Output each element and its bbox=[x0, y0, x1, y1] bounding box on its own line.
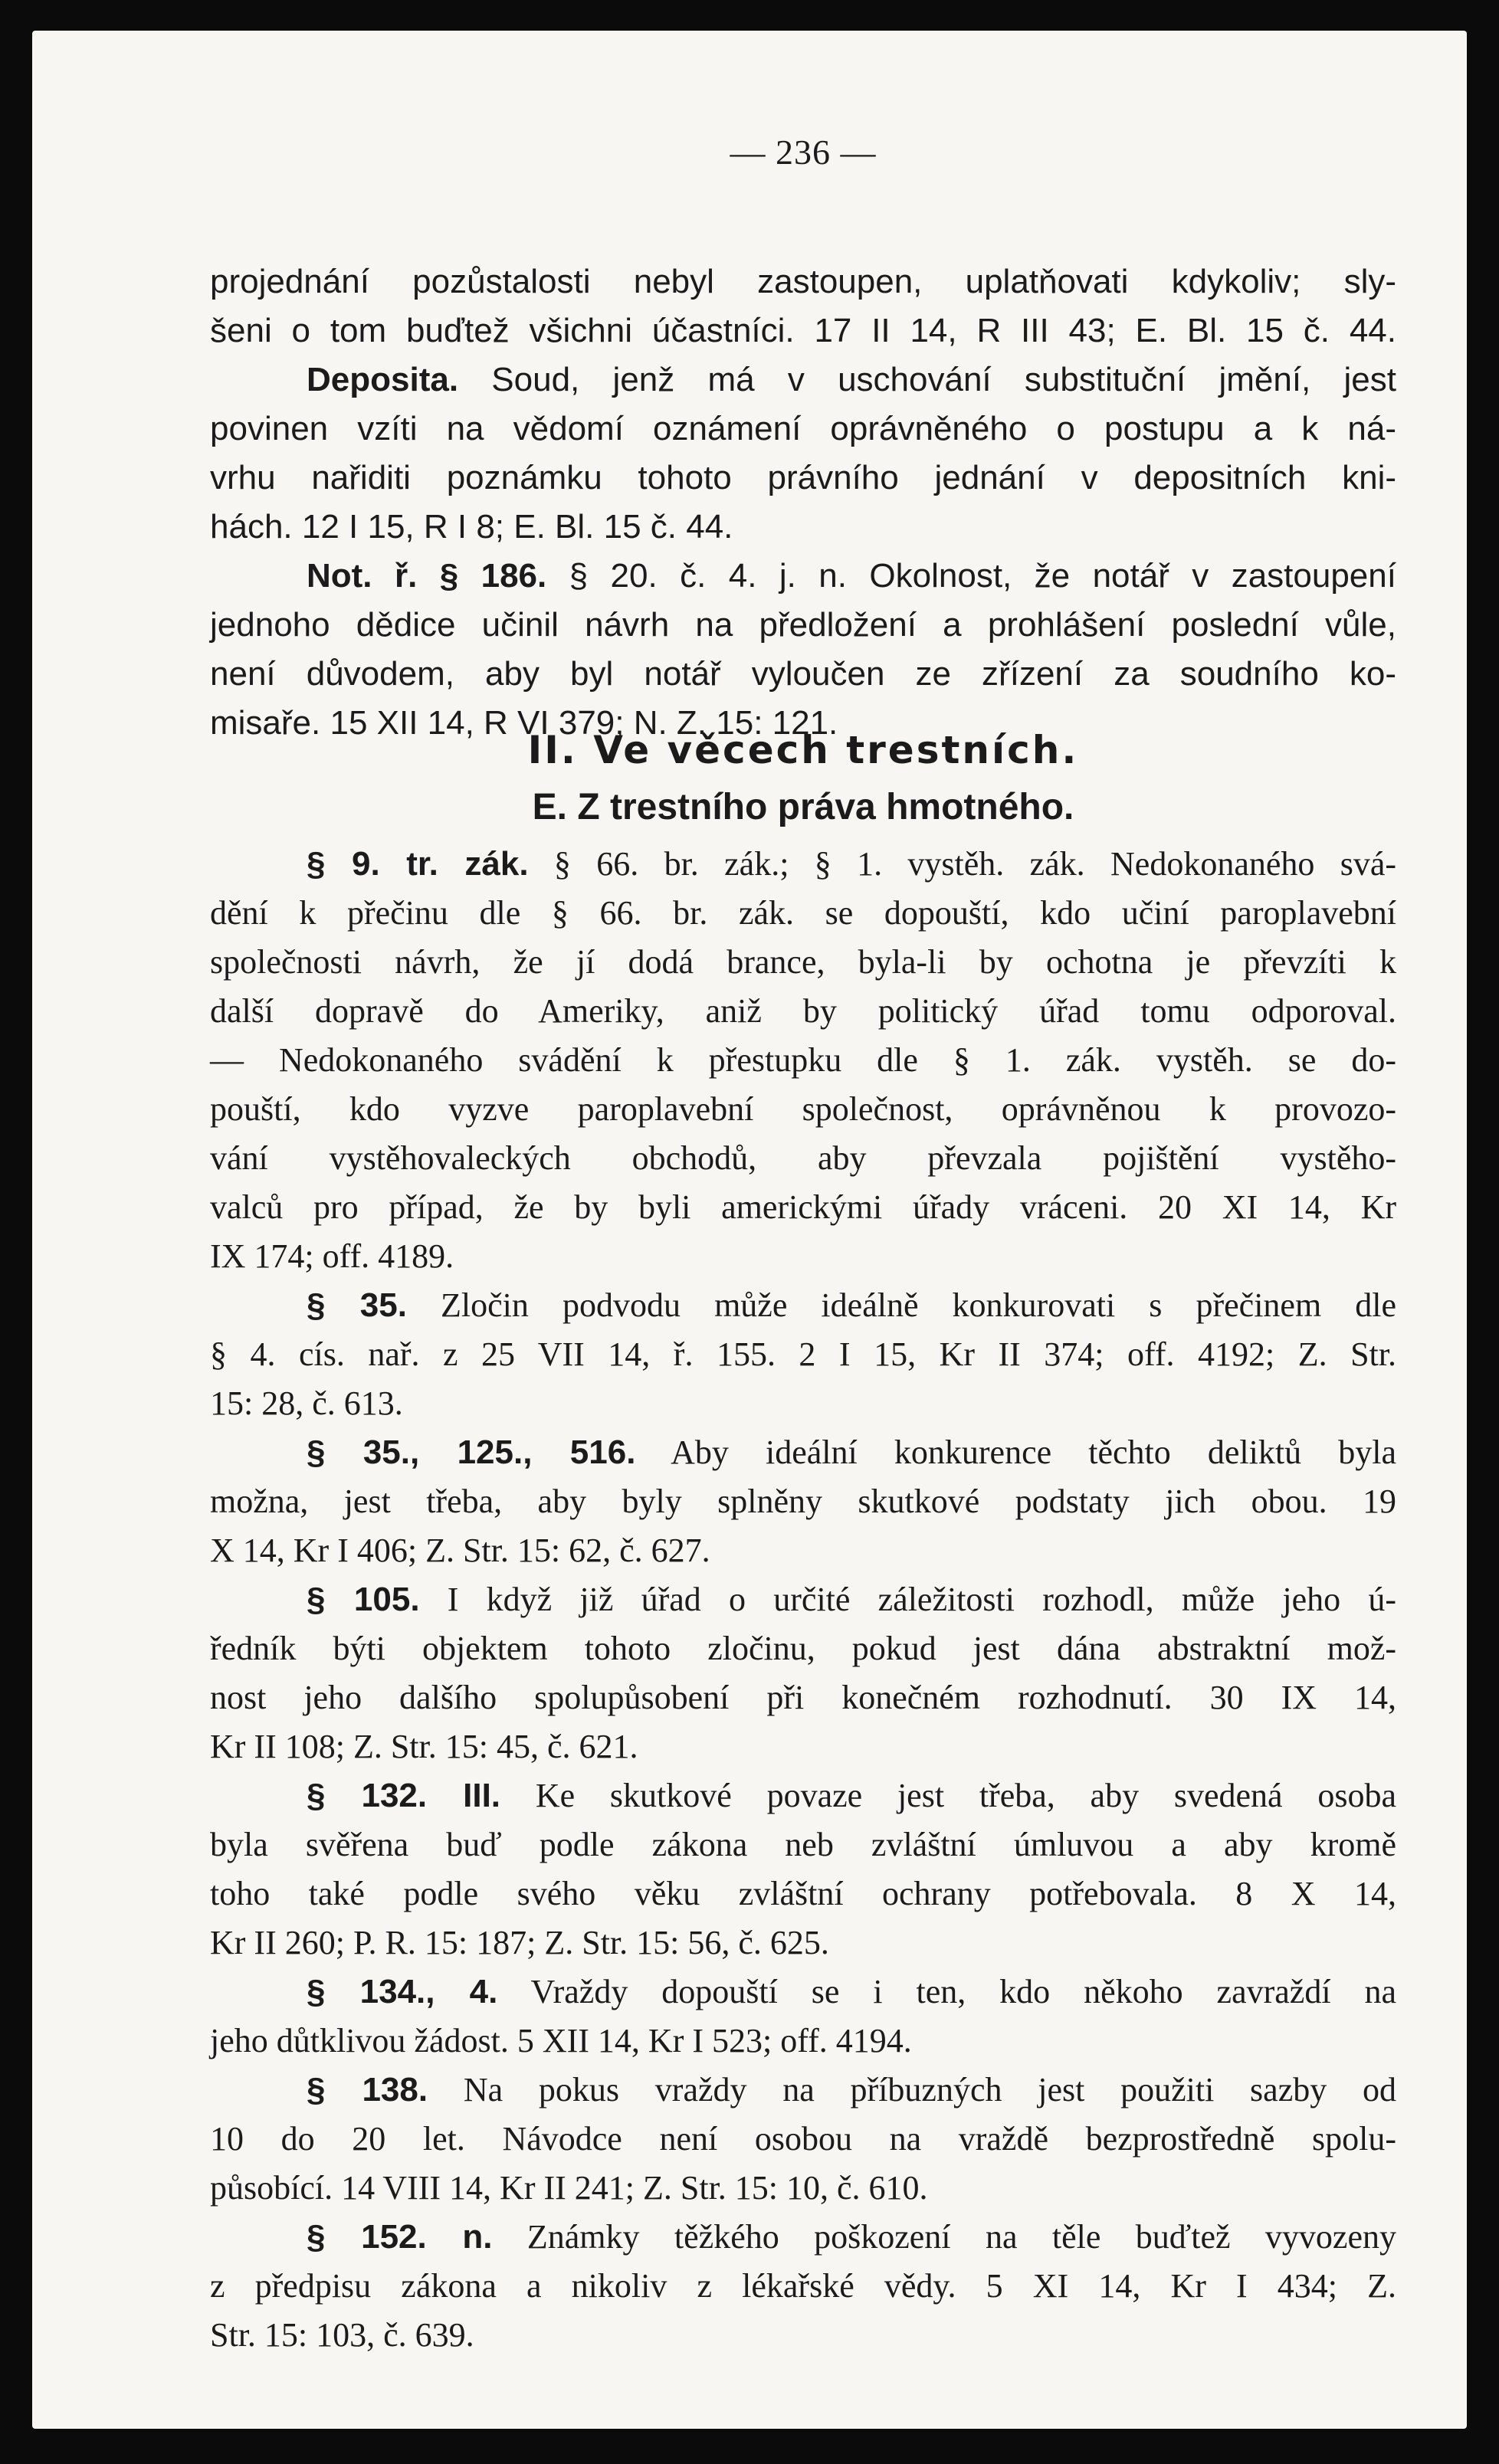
scanned-page bbox=[32, 31, 1467, 2429]
text-line: § 134., 4. Vraždy dopouští se i ten, kdo někoho zavraždí na bbox=[307, 1973, 1396, 2010]
text-line: další dopravě do Ameriky, aniž by politický úřad tomu odporoval. bbox=[210, 992, 1396, 1030]
text-line: misaře. 15 XII 14, R VI 379; N. Z. 15: 121. bbox=[210, 704, 838, 742]
text-line: § 9. tr. zák. § 66. br. zák.; § 1. vystěh. zák. Nedokonaného svá- bbox=[307, 845, 1397, 883]
text-line: vání vystěhovaleckých obchodů, aby převzala pojištění vystěho- bbox=[210, 1139, 1396, 1177]
text-line: § 35., 125., 516. Aby ideální konkurence těchto deliktů byla bbox=[307, 1434, 1396, 1471]
text-line: Kr II 108; Z. Str. 15: 45, č. 621. bbox=[210, 1728, 638, 1765]
text-line: pouští, kdo vyzve paroplavební společnost, oprávněnou k provozo- bbox=[210, 1090, 1396, 1128]
text-line: vrhu nařiditi poznámku tohoto právního jednání v depositních kni- bbox=[210, 459, 1396, 496]
text-line: X 14, Kr I 406; Z. Str. 15: 62, č. 627. bbox=[210, 1532, 710, 1569]
text-line: toho také podle svého věku zvláštní ochrany potřebovala. 8 X 14, bbox=[210, 1875, 1396, 1912]
text-line: z předpisu zákona a nikoliv z lékařské vědy. 5 XI 14, Kr I 434; Z. bbox=[210, 2267, 1396, 2305]
text-line: společnosti návrh, že jí dodá brance, byla-li by ochotna je převzíti k bbox=[210, 943, 1396, 981]
text-line: působící. 14 VIII 14, Kr II 241; Z. Str. 15: 10, č. 610. bbox=[210, 2169, 928, 2207]
text-line: jeho důtklivou žádost. 5 XII 14, Kr I 523; off. 4194. bbox=[210, 2022, 912, 2059]
text-line: § 138. Na pokus vraždy na příbuzných jest použiti sazby od bbox=[307, 2071, 1396, 2108]
text-line: Kr II 260; P. R. 15: 187; Z. Str. 15: 56, č. 625. bbox=[210, 1924, 829, 1961]
text-line: § 132. III. Ke skutkové povaze jest třeba, aby svedená osoba bbox=[307, 1777, 1397, 1814]
text-line: dění k přečinu dle § 66. br. zák. se dopouští, kdo učiní paroplavební bbox=[210, 894, 1396, 932]
text-line: jednoho dědice učinil návrh na předložení a prohlášení poslední vůle, bbox=[210, 606, 1396, 644]
section-heading: II. Ve věcech trestních. bbox=[527, 728, 1079, 772]
text-line: § 4. cís. nař. z 25 VII 14, ř. 155. 2 I 15, Kr II 374; off. 4192; Z. Str. bbox=[210, 1335, 1396, 1373]
text-line: — Nedokonaného svádění k přestupku dle § 1. zák. vystěh. se do- bbox=[210, 1041, 1396, 1079]
notary-order-label: Not. ř. § 186. bbox=[307, 557, 547, 595]
text-line: hách. 12 I 15, R I 8; E. Bl. 15 č. 44. bbox=[210, 508, 733, 546]
text-line: nost jeho dalšího spolupůsobení při konečném rozhodnutí. 30 IX 14, bbox=[210, 1679, 1396, 1716]
text-line: povinen vzíti na vědomí oznámení oprávněného o postupu a k ná- bbox=[210, 410, 1396, 447]
deposita-label: Deposita. bbox=[307, 361, 459, 398]
text-line: § 35. Zločin podvodu může ideálně konkurovati s přečinem dle bbox=[307, 1286, 1397, 1324]
text-line: Not. ř. § 186. § 20. č. 4. j. n. Okolnost, že notář v zastoupení bbox=[307, 557, 1396, 595]
text-line: není důvodem, aby byl notář vyloučen ze zřízení za soudního ko- bbox=[210, 655, 1396, 693]
civil-notes bbox=[210, 257, 1396, 748]
text-line: možna, jest třeba, aby byly splněny skutkové podstaty jich obou. 19 bbox=[210, 1483, 1396, 1520]
text-line: Deposita. Soud, jenž má v uschování substituční jmění, jest bbox=[307, 361, 1396, 398]
criminal-notes bbox=[210, 840, 1396, 2360]
text-line: 15: 28, č. 613. bbox=[210, 1384, 403, 1422]
subsection-heading: E. Z trestního práva hmotného. bbox=[532, 787, 1074, 827]
text-line: § 152. n. Známky těžkého poškození na těle buďtež vyvozeny bbox=[307, 2218, 1396, 2256]
text-line: ředník býti objektem tohoto zločinu, pokud jest dána abstraktní mož- bbox=[210, 1630, 1396, 1667]
page-number: — 236 — bbox=[730, 133, 877, 172]
text-line: byla svěřena buď podle zákona neb zvláštní úmluvou a aby kromě bbox=[210, 1826, 1396, 1863]
text-line: Str. 15: 103, č. 639. bbox=[210, 2316, 474, 2354]
text-line: IX 174; off. 4189. bbox=[210, 1237, 454, 1275]
text-line: šeni o tom buďtež všichni účastníci. 17 II 14, R III 43; E. Bl. 15 č. 44. bbox=[210, 312, 1396, 349]
text-line: § 105. I když již úřad o určité záležitosti rozhodl, může jeho ú- bbox=[307, 1581, 1396, 1618]
text-line: valců pro případ, že by byli americkými úřady vráceni. 20 XI 14, Kr bbox=[210, 1188, 1396, 1226]
text-line: projednání pozůstalosti nebyl zastoupen, uplatňovati kdykoliv; sly- bbox=[210, 263, 1396, 300]
text-line: 10 do 20 let. Návodce není osobou na vraždě bezprostředně spolu- bbox=[210, 2120, 1396, 2158]
